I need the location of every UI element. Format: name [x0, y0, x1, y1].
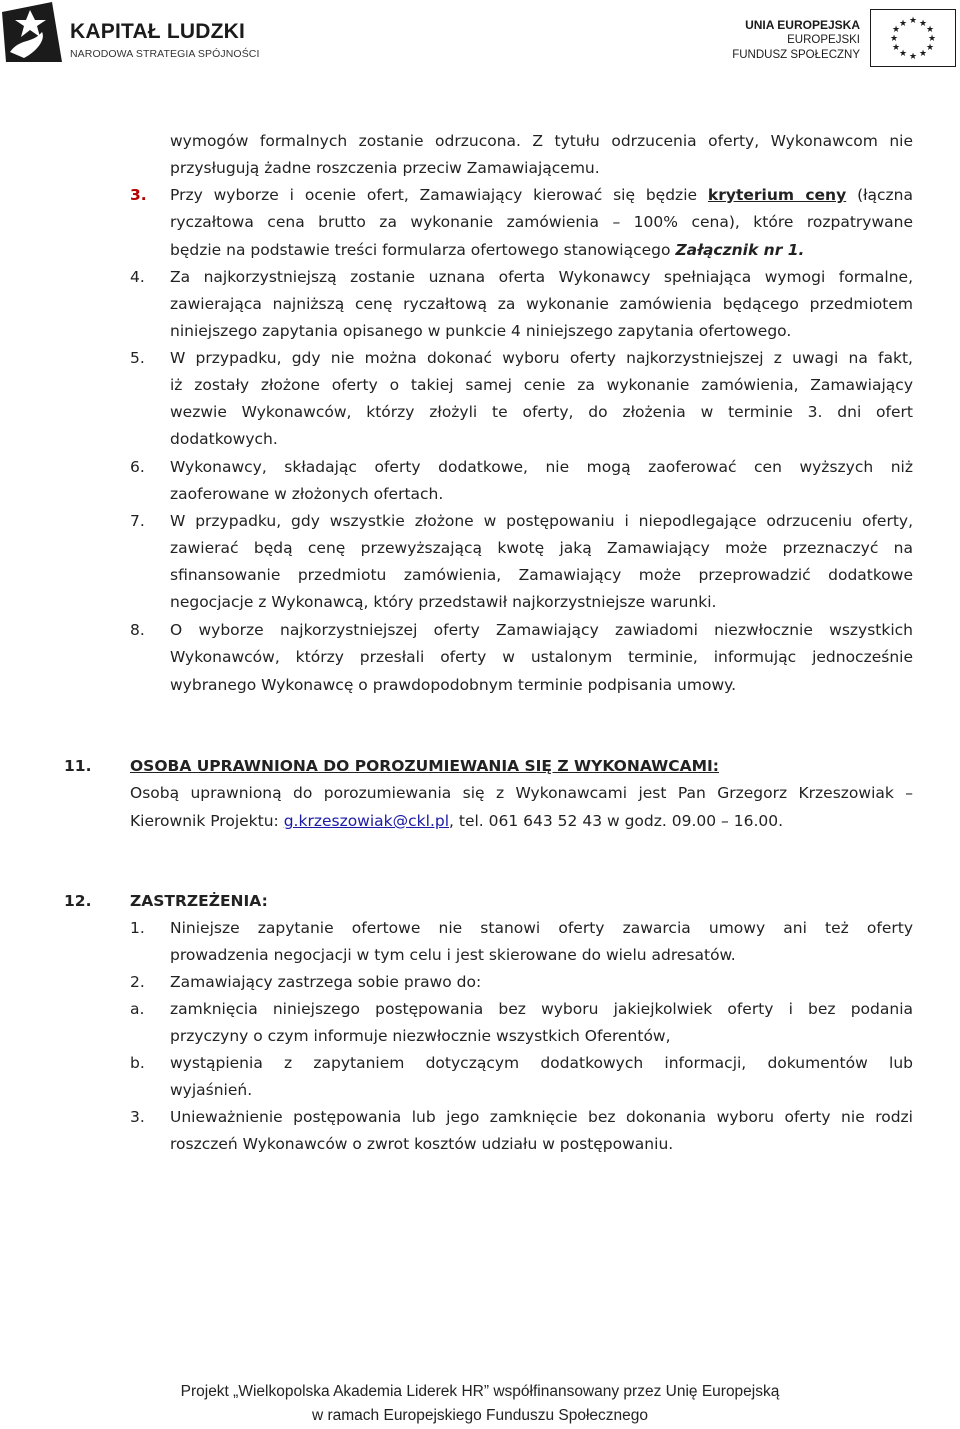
item-8-line-2: Wykonawców, którzy przesłali oferty w ustalonym terminie, informując jednocześnie — [170, 648, 913, 666]
svg-text:★: ★ — [898, 49, 908, 59]
kapital-ludzki-logo-icon — [2, 2, 62, 62]
eu-line-3: FUNDUSZ SPOŁECZNY — [732, 49, 860, 61]
svg-text:★: ★ — [925, 43, 935, 53]
s12-item-b-line-1: wystąpienia z zapytaniem dotyczącym dodatkowych informacji, dokumentów lub — [170, 1054, 913, 1072]
svg-text:★: ★ — [925, 25, 935, 35]
s12-item-3-number: 3. — [130, 1108, 145, 1126]
contact-email-link[interactable]: g.krzeszowiak@ckl.pl — [283, 812, 450, 830]
item-8-line-3: wybranego Wykonawcę o prawdopodobnym terminie podpisania umowy. — [170, 676, 737, 694]
s12-item-b-number: b. — [130, 1054, 145, 1072]
item-5-number: 5. — [130, 349, 145, 367]
intro-line-1: wymogów formalnych zostanie odrzucona. Z tytułu odrzucenia oferty, Wykonawcom nie — [170, 132, 913, 150]
eu-flag-icon — [870, 9, 956, 67]
s12-item-a-line-1: zamknięcia niniejszego postępowania bez wyboru jakiejkolwiek oferty i bez podania — [170, 1000, 913, 1018]
footer-line-1: Projekt „Wielkopolska Akademia Liderek HR” współfinansowany przez Unię Europejską — [180, 1383, 780, 1400]
section-11-line-1: Osobą uprawnioną do porozumiewania się z Wykonawcami jest Pan Grzegorz Krzeszowiak – — [130, 784, 913, 802]
section-12-number: 12. — [64, 892, 92, 910]
item-4-number: 4. — [130, 268, 145, 286]
s12-item-3-line-2: roszczeń Wykonawców o zwrot kosztów udziału w postępowaniu. — [170, 1135, 674, 1153]
svg-text:★: ★ — [918, 19, 928, 29]
kapital-ludzki-subtitle: NARODOWA STRATEGIA SPÓJNOŚCI — [70, 48, 260, 60]
item-3-number: 3. — [130, 186, 147, 204]
s12-item-1-line-2: prowadzenia negocjacji w tym celu i jest skierowane do wielu adresatów. — [170, 946, 736, 964]
item-3-line-3: będzie na podstawie treści formularza ofertowego stanowiącego Załącznik nr 1. — [170, 241, 805, 259]
item-6-line-1: Wykonawcy, składając oferty dodatkowe, nie mogą zaoferować cen wyższych niż — [170, 458, 913, 476]
criterion-price: kryterium ceny — [707, 186, 847, 204]
item-8-line-1: O wyborze najkorzystniejszej oferty Zamawiający zawiadomi niezwłocznie wszystkich — [170, 621, 913, 639]
s12-item-1-line-1: Niniejsze zapytanie ofertowe nie stanowi oferty zawarcia umowy ani też oferty — [170, 919, 913, 937]
svg-text:★: ★ — [908, 16, 918, 26]
s12-item-a-line-2: przyczyny o czym informuje niezwłocznie wszystkich Oferentów, — [170, 1027, 671, 1045]
item-6-line-2: zaoferowane w złożonych ofertach. — [170, 485, 444, 503]
s12-item-2-line-1: Zamawiający zastrzega sobie prawo do: — [170, 973, 482, 991]
svg-text:★: ★ — [891, 43, 901, 53]
s12-item-a-number: a. — [130, 1000, 145, 1018]
item-3-line-2: ryczałtowa cena brutto za wykonanie zamówienia – 100% cena), które rozpatrywane — [170, 213, 913, 231]
kapital-ludzki-title: KAPITAŁ LUDZKI — [70, 20, 246, 43]
s12-item-2-number: 2. — [130, 973, 145, 991]
item-8-number: 8. — [130, 621, 145, 639]
item-7-line-4: negocjacje z Wykonawcą, który przedstawił najkorzystniejsze warunki. — [170, 593, 717, 611]
item-7-line-3: sfinansowanie przedmiotu zamówienia, Zamawiający może przeprowadzić dodatkowe — [170, 566, 913, 584]
item-7-line-2: zawierać będą cenę przewyższającą kwotę jaką Zamawiający może przeznaczyć na — [170, 539, 913, 557]
footer-line-2: w ramach Europejskiego Funduszu Społecznego — [311, 1407, 649, 1424]
section-11-title: OSOBA UPRAWNIONA DO POROZUMIEWANIA SIĘ Z WYKONAWCAMI: — [130, 757, 719, 775]
svg-text:★: ★ — [898, 19, 908, 29]
item-6-number: 6. — [130, 458, 145, 476]
eu-line-2: EUROPEJSKI — [787, 34, 860, 46]
s12-item-3-line-1: Unieważnienie postępowania lub jego zamknięcie bez dokonania wyboru oferty nie rodzi — [170, 1108, 913, 1126]
item-5-line-3: wezwie Wykonawców, którzy złożyli te oferty, do złożenia w terminie 3. dni ofert — [170, 403, 913, 421]
eu-line-1: UNIA EUROPEJSKA — [745, 18, 860, 32]
page-footer — [0, 1380, 960, 1428]
svg-text:★: ★ — [918, 49, 928, 59]
s12-item-b-line-2: wyjaśnień. — [170, 1081, 253, 1099]
eu-fund-text — [732, 18, 860, 63]
s12-item-1-number: 1. — [130, 919, 145, 937]
item-5-line-1: W przypadku, gdy nie można dokonać wyboru oferty najkorzystniejszej z uwagi na fakt, — [170, 349, 913, 367]
svg-text:★: ★ — [927, 34, 937, 44]
item-4-line-1: Za najkorzystniejszą zostanie uznana oferta Wykonawcy spełniająca wymogi formalne, — [170, 268, 913, 286]
section-11-line-2: Kierownik Projektu: g.krzeszowiak@ckl.pl, tel. 061 643 52 43 w godz. 09.00 – 16.00. — [130, 812, 784, 830]
item-4-line-3: niniejszego zapytania opisanego w punkcie 4 niniejszego zapytania ofertowego. — [170, 322, 792, 340]
section-12-title: ZASTRZEŻENIA: — [130, 892, 268, 910]
item-7-number: 7. — [130, 512, 145, 530]
svg-text:★: ★ — [889, 34, 899, 44]
item-5-line-4: dodatkowych. — [170, 430, 278, 448]
item-5-line-2: iż zostały złożone oferty o takiej samej cenie za wykonanie zamówienia, Zamawiający — [170, 376, 913, 394]
intro-line-2: przysługują żadne roszczenia przeciw Zamawiającemu. — [170, 159, 600, 177]
item-4-line-2: zawierająca najniższą cenę ryczałtową za wykonanie zamówienia będącego przedmiotem — [170, 295, 913, 313]
attachment-ref: Załącznik nr 1. — [675, 241, 805, 259]
svg-text:★: ★ — [891, 25, 901, 35]
item-7-line-1: W przypadku, gdy wszystkie złożone w postępowaniu i niepodlegające odrzuceniu oferty, — [170, 512, 913, 530]
page-header — [0, 0, 960, 80]
svg-text:★: ★ — [908, 52, 918, 62]
item-3-line-1: Przy wyborze i ocenie ofert, Zamawiający kierować się będzie kryterium ceny (łączna — [170, 186, 913, 204]
section-11-number: 11. — [64, 757, 92, 775]
